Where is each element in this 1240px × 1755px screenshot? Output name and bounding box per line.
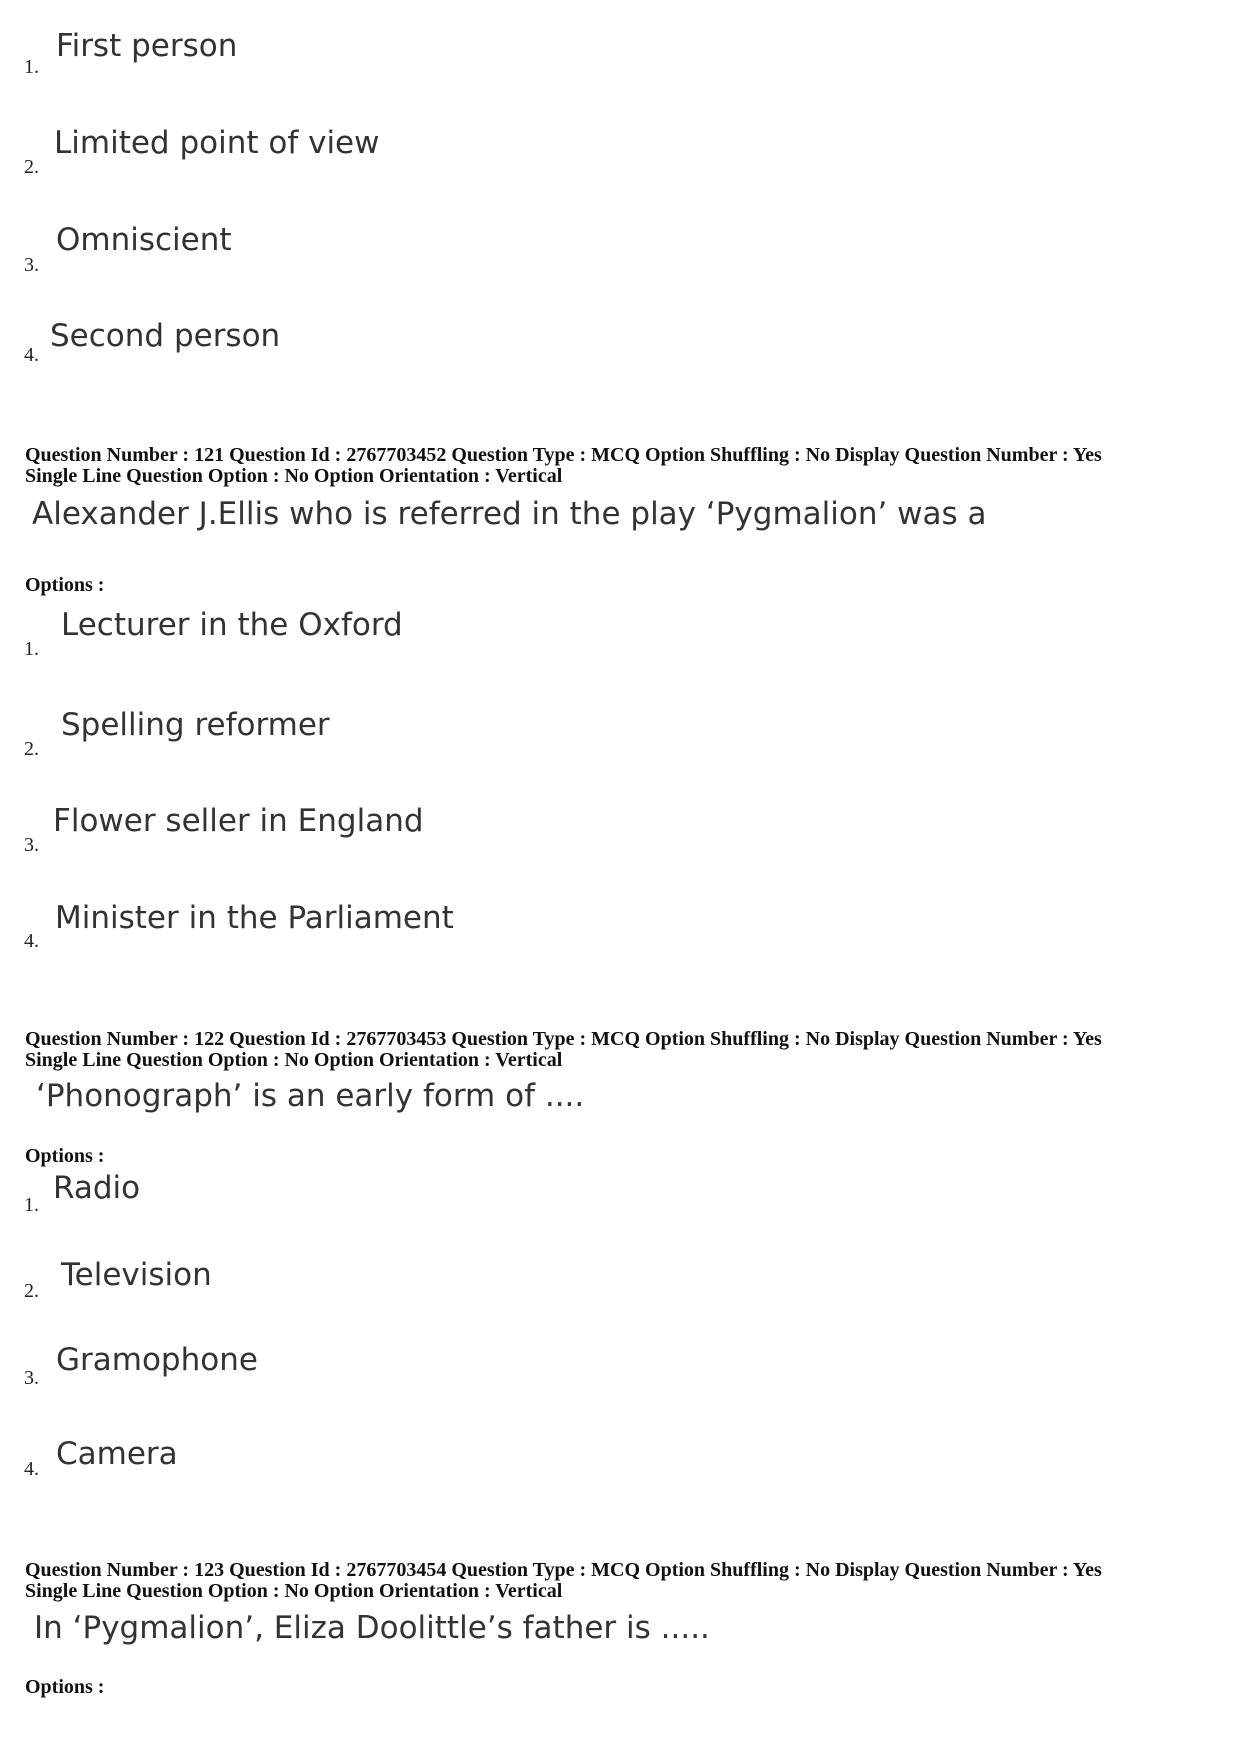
question-text-122: ‘Phonograph’ is an early form of .... [36, 1078, 585, 1114]
options-label: Options : [25, 1145, 105, 1167]
option-number: 1. [24, 1194, 39, 1216]
question-meta-line1: Question Number : 122 Question Id : 2767703453 Question Type : MCQ Option Shuffling : No Display Question Number : Yes [25, 1028, 1102, 1050]
option-number: 1. [24, 638, 39, 660]
option-text: Spelling reformer [61, 707, 330, 743]
options-label: Options : [25, 574, 105, 596]
option-text: Minister in the Parliament [55, 900, 454, 936]
question-meta-123 [25, 1560, 1102, 1602]
question-meta-122 [25, 1029, 1102, 1071]
option-number: 4. [24, 344, 39, 366]
option-text: Limited point of view [54, 125, 380, 161]
option-number: 2. [24, 738, 39, 760]
option-text: Radio [53, 1170, 141, 1206]
option-text: Gramophone [56, 1342, 258, 1378]
option-number: 3. [24, 1367, 39, 1389]
question-meta-line2: Single Line Question Option : No Option Orientation : Vertical [25, 465, 563, 487]
option-number: 2. [24, 1280, 39, 1302]
option-number: 3. [24, 254, 39, 276]
option-text: Omniscient [56, 222, 232, 258]
option-text: Television [61, 1257, 212, 1293]
option-text: Flower seller in England [53, 803, 424, 839]
question-meta-line2: Single Line Question Option : No Option Orientation : Vertical [25, 1049, 563, 1071]
question-meta-line1: Question Number : 123 Question Id : 2767703454 Question Type : MCQ Option Shuffling : No Display Question Number : Yes [25, 1559, 1102, 1581]
option-number: 4. [24, 930, 39, 952]
option-number: 1. [24, 56, 39, 78]
question-meta-line2: Single Line Question Option : No Option Orientation : Vertical [25, 1580, 563, 1602]
option-text: Lecturer in the Oxford [61, 607, 403, 643]
options-label: Options : [25, 1676, 105, 1698]
question-text-121: Alexander J.Ellis who is referred in the play ‘Pygmalion’ was a [32, 496, 987, 532]
option-number: 3. [24, 834, 39, 856]
question-meta-121 [25, 445, 1102, 487]
option-text: Camera [56, 1436, 178, 1472]
option-text: First person [56, 28, 238, 64]
option-number: 2. [24, 156, 39, 178]
question-meta-line1: Question Number : 121 Question Id : 2767703452 Question Type : MCQ Option Shuffling : No Display Question Number : Yes [25, 444, 1102, 466]
option-number: 4. [24, 1458, 39, 1480]
question-text-123: In ‘Pygmalion’, Eliza Doolittle’s father is ..... [34, 1610, 710, 1646]
option-text: Second person [50, 318, 281, 354]
